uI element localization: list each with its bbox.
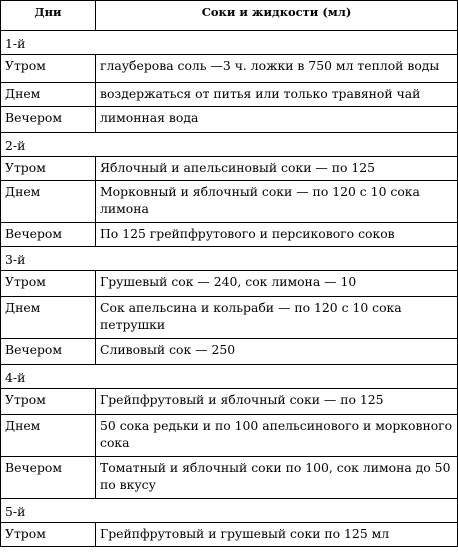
day-label: 5-й bbox=[1, 499, 458, 523]
table-row bbox=[1, 157, 458, 181]
table-row bbox=[1, 83, 458, 107]
table-row bbox=[1, 181, 458, 223]
time-cell: Утром bbox=[1, 271, 96, 297]
time-cell: Вечером bbox=[1, 107, 96, 133]
table-row bbox=[1, 107, 458, 133]
juice-cell: лимонная вода bbox=[96, 107, 458, 133]
table-row bbox=[1, 389, 458, 415]
schedule-body bbox=[1, 31, 458, 547]
time-cell: Утром bbox=[1, 55, 96, 83]
table-row bbox=[1, 457, 458, 499]
juice-cell: Томатный и яблочный соки по 100, сок лимона до 50 по вкусу bbox=[96, 457, 458, 499]
day-row bbox=[1, 31, 458, 55]
juice-cell: Яблочный и апельсиновый соки — по 125 bbox=[96, 157, 458, 181]
juice-cell: Грейпфрутовый и грушевый соки по 125 мл bbox=[96, 523, 458, 547]
day-label: 1-й bbox=[1, 31, 458, 55]
table-row bbox=[1, 415, 458, 457]
time-cell: Вечером bbox=[1, 339, 96, 365]
juice-cell: 50 сока редьки и по 100 апельсинового и морковного сока bbox=[96, 415, 458, 457]
day-label: 4-й bbox=[1, 365, 458, 389]
juice-cell: воздержаться от питья или только травяной чай bbox=[96, 83, 458, 107]
day-row bbox=[1, 247, 458, 271]
juice-cell: Грейпфрутовый и яблочный соки — по 125 bbox=[96, 389, 458, 415]
table-row bbox=[1, 223, 458, 247]
time-cell: Вечером bbox=[1, 457, 96, 499]
time-cell: Утром bbox=[1, 157, 96, 181]
time-cell: Вечером bbox=[1, 223, 96, 247]
juice-cell: Сок апельсина и кольраби — по 120 с 10 сока петрушки bbox=[96, 297, 458, 339]
header-days: Дни bbox=[1, 1, 96, 31]
time-cell: Утром bbox=[1, 389, 96, 415]
table-row bbox=[1, 339, 458, 365]
header-juices: Соки и жидкости (мл) bbox=[96, 1, 458, 31]
table-row bbox=[1, 297, 458, 339]
time-cell: Днем bbox=[1, 415, 96, 457]
table-row bbox=[1, 271, 458, 297]
time-cell: Днем bbox=[1, 297, 96, 339]
day-row bbox=[1, 499, 458, 523]
time-cell: Утром bbox=[1, 523, 96, 547]
juice-cell: По 125 грейпфрутового и персикового соков bbox=[96, 223, 458, 247]
juice-cell: Морковный и яблочный соки — по 120 с 10 сока лимона bbox=[96, 181, 458, 223]
table-row bbox=[1, 523, 458, 547]
header-row bbox=[1, 1, 458, 31]
day-row bbox=[1, 133, 458, 157]
juice-cell: Грушевый сок — 240, сок лимона — 10 bbox=[96, 271, 458, 297]
juice-cell: глауберова соль —3 ч. ложки в 750 мл теплой воды bbox=[96, 55, 458, 83]
juice-cell: Сливовый сок — 250 bbox=[96, 339, 458, 365]
day-label: 3-й bbox=[1, 247, 458, 271]
day-row bbox=[1, 365, 458, 389]
time-cell: Днем bbox=[1, 181, 96, 223]
time-cell: Днем bbox=[1, 83, 96, 107]
table-row bbox=[1, 55, 458, 83]
day-label: 2-й bbox=[1, 133, 458, 157]
